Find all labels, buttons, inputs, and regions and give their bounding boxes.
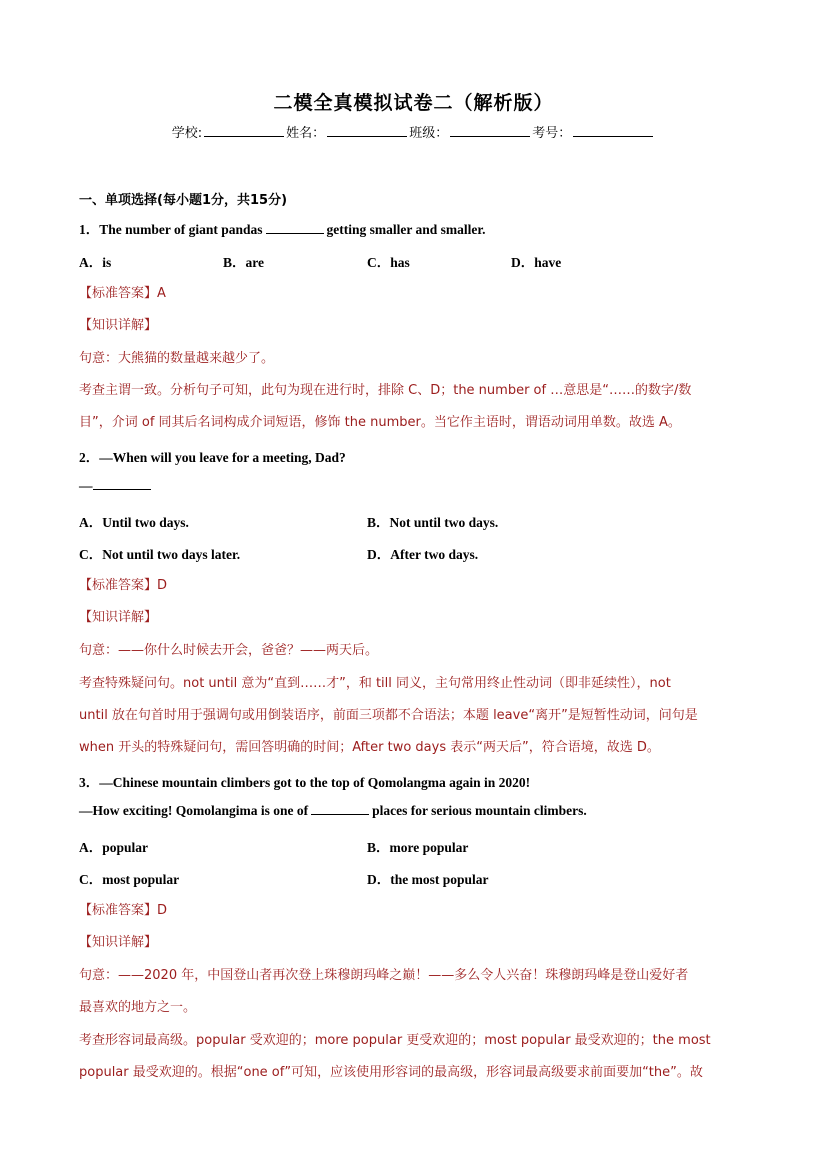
question-2-blank [93,478,151,490]
question-1-option-a: A．is [79,255,112,270]
question-2-detail-heading: 【知识详解】 [79,610,158,625]
student-info-line [0,122,827,141]
question-1-meaning: 句意：大熊猫的数量越来越少了。 [79,351,275,366]
question-3-blank [311,803,369,815]
school-blank[interactable] [204,124,284,137]
question-2-analysis-line-3: when 开头的特殊疑问句，需回答明确的时间；After two days 表示“两天后”，符合语境，故选 D。 [79,740,660,755]
question-1-option-b: B．are [223,255,264,270]
question-1-option-d: D．have [511,255,562,270]
question-3-option-d: D．the most popular [367,872,489,887]
section-heading: 一、单项选择(每小题1分，共15分) [79,193,288,208]
question-3-stem-2 [79,803,587,819]
question-3-meaning-line-2: 最喜欢的地方之一。 [79,1000,197,1015]
number-blank[interactable] [573,124,653,137]
question-3-stem-2b: places for serious mountain climbers. [372,803,587,818]
question-2-option-b: B．Not until two days. [367,515,499,530]
question-3-detail-heading: 【知识详解】 [79,935,158,950]
question-1-analysis-line-2: 目”，介词 of 同其后名词构成介词短语，修饰 the number。当它作主语时，谓语动词用单数。故选 A。 [79,415,681,430]
question-3-meaning-line-1: 句意：——2020 年，中国登山者再次登上珠穆朗玛峰之巅！——多么令人兴奋！珠穆朗玛峰是登山爱好者 [79,968,689,983]
question-2-analysis-line-2: until 放在句首时用于强调句或用倒装语序，前面三项都不合语法；本题 leave“离开”是短暂性动词，问句是 [79,708,698,723]
question-1-blank [266,222,324,234]
question-3-option-a: A．popular [79,840,149,855]
question-3-analysis-line-2: popular 最受欢迎的。根据“one of”可知，应该使用形容词的最高级，形容词最高级要求前面要加“the”。故 [79,1065,703,1080]
name-label: 姓名： [286,126,326,141]
number-label: 考号： [532,126,572,141]
question-2-stem: 2．—When will you leave for a meeting, Dad? [79,450,346,465]
question-3-option-b: B．more popular [367,840,469,855]
question-1-stem-b: getting smaller and smaller. [326,222,486,237]
question-2-reply-dash: — [79,478,93,493]
page-title: 二模全真模拟试卷二（解析版） [273,92,554,114]
question-1-option-c: C．has [367,255,410,270]
question-2-analysis-line-1: 考查特殊疑问句。not until 意为“直到……才”，和 till 同义，主句常用终止性动词（即非延续性），not [79,676,671,691]
question-1-stem-a: 1．The number of giant pandas [79,222,263,237]
school-label: 学校: [171,126,203,141]
question-2-reply [79,478,151,494]
question-2-meaning: 句意：——你什么时候去开会，爸爸？——两天后。 [79,643,379,658]
question-2-option-d: D．After two days. [367,547,479,562]
question-3-option-c: C．most popular [79,872,180,887]
question-3-stem-2a: —How exciting! Qomolangima is one of [79,803,309,818]
question-1-analysis-line-1: 考查主谓一致。分析句子可知，此句为现在进行时，排除 C、D；the number of …意思是“……的数字/数 [79,383,692,398]
question-3-analysis-line-1: 考查形容词最高级。popular 受欢迎的；more popular 更受欢迎的；most popular 最受欢迎的；the most [79,1033,711,1048]
question-2-answer: 【标准答案】D [79,578,168,593]
question-1-stem [79,218,486,238]
question-3-stem: 3．—Chinese mountain climbers got to the top of Qomolangma again in 2020! [79,775,531,790]
class-label: 班级： [409,126,449,141]
question-2-option-a: A．Until two days. [79,515,189,530]
question-2-option-c: C．Not until two days later. [79,547,241,562]
question-1-answer: 【标准答案】A [79,286,166,301]
question-1-detail-heading: 【知识详解】 [79,318,158,333]
question-3-answer: 【标准答案】D [79,903,168,918]
class-blank[interactable] [450,124,530,137]
name-blank[interactable] [327,124,407,137]
